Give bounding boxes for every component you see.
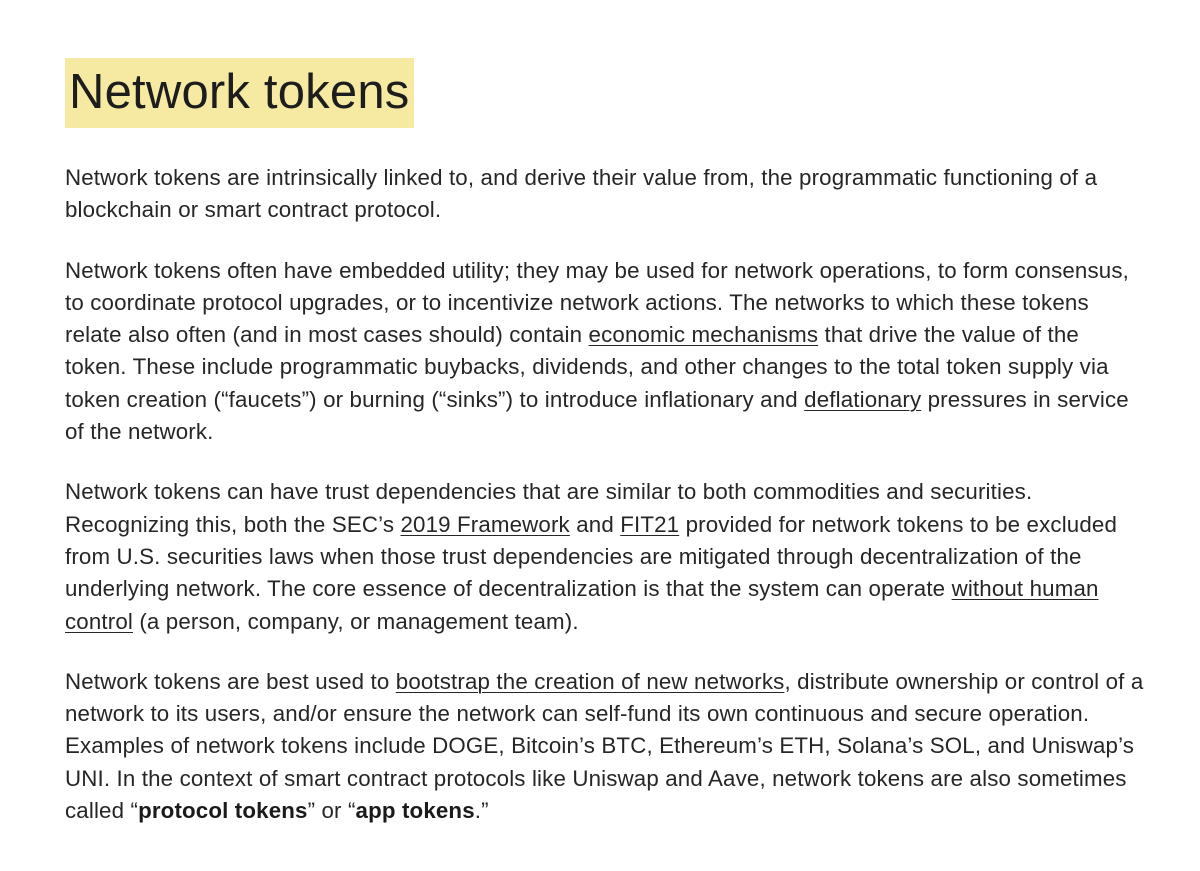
paragraph-text: Network tokens can have trust dependencies that are similar to both commodities and securities. Recognizing this, both the SEC’s (65, 479, 1033, 537)
without-human-control-link[interactable]: without human control (65, 576, 1099, 634)
fit21-link[interactable]: FIT21 (620, 511, 680, 537)
paragraph-definition (65, 162, 1145, 227)
app-tokens-term: app tokens (355, 798, 475, 824)
bootstrap-networks-link[interactable]: bootstrap the creation of new networks (395, 668, 785, 694)
paragraph-text: , distribute ownership or control of a network to its users, and/or ensure the network can self-fund its own continuous and secure operation. Examples of network tokens include DOGE, Bitcoin’s BTC, Ethereum’s ETH, Solana’s SOL, and Uniswap’s UNI. In the context of smart contract protocols like Uniswap and Aave, network tokens are also sometimes called “ (65, 668, 1144, 824)
article (65, 58, 1145, 827)
sec-2019-framework-link[interactable]: 2019 Framework (400, 511, 570, 537)
economic-mechanisms-link[interactable]: economic mechanisms (588, 322, 819, 348)
paragraph-text: that drive the value of the token. These include programmatic buybacks, dividends, and other changes to the total token supply via token creation (“faucets”) or burning (“sinks”) to introduce inflationary and (65, 322, 1109, 412)
paragraph-text: (a person, company, or management team). (132, 608, 579, 634)
paragraph-text: pressures in service of the network. (65, 386, 1129, 445)
paragraph-trust-dependencies (65, 476, 1145, 637)
paragraph-text: and (569, 511, 621, 537)
page-title: Network tokens (65, 58, 414, 128)
paragraph-text: Network tokens often have embedded utility; they may be used for network operations, to form consensus, to coordinate protocol upgrades, or to incentivize network actions. The networks to which these tokens relate also often (and in most cases should) contain (65, 257, 1129, 348)
paragraph-text: provided for network tokens to be excluded from U.S. securities laws when those trust dependencies are mitigated through decentralization of the underlying network. The core essence of decentralization is that the system can operate (65, 511, 1117, 602)
deflationary-link[interactable]: deflationary (804, 386, 922, 412)
paragraph-use-cases (65, 666, 1145, 827)
protocol-tokens-term: protocol tokens (138, 798, 308, 824)
paragraph-text: ” or “ (307, 798, 356, 824)
paragraph-utility (65, 255, 1145, 449)
paragraph-text: Network tokens are intrinsically linked to, and derive their value from, the programmatic functioning of a blockchain or smart contract protocol. (65, 165, 1098, 223)
paragraph-text: Network tokens are best used to (65, 668, 396, 694)
paragraph-text: .” (474, 798, 489, 824)
